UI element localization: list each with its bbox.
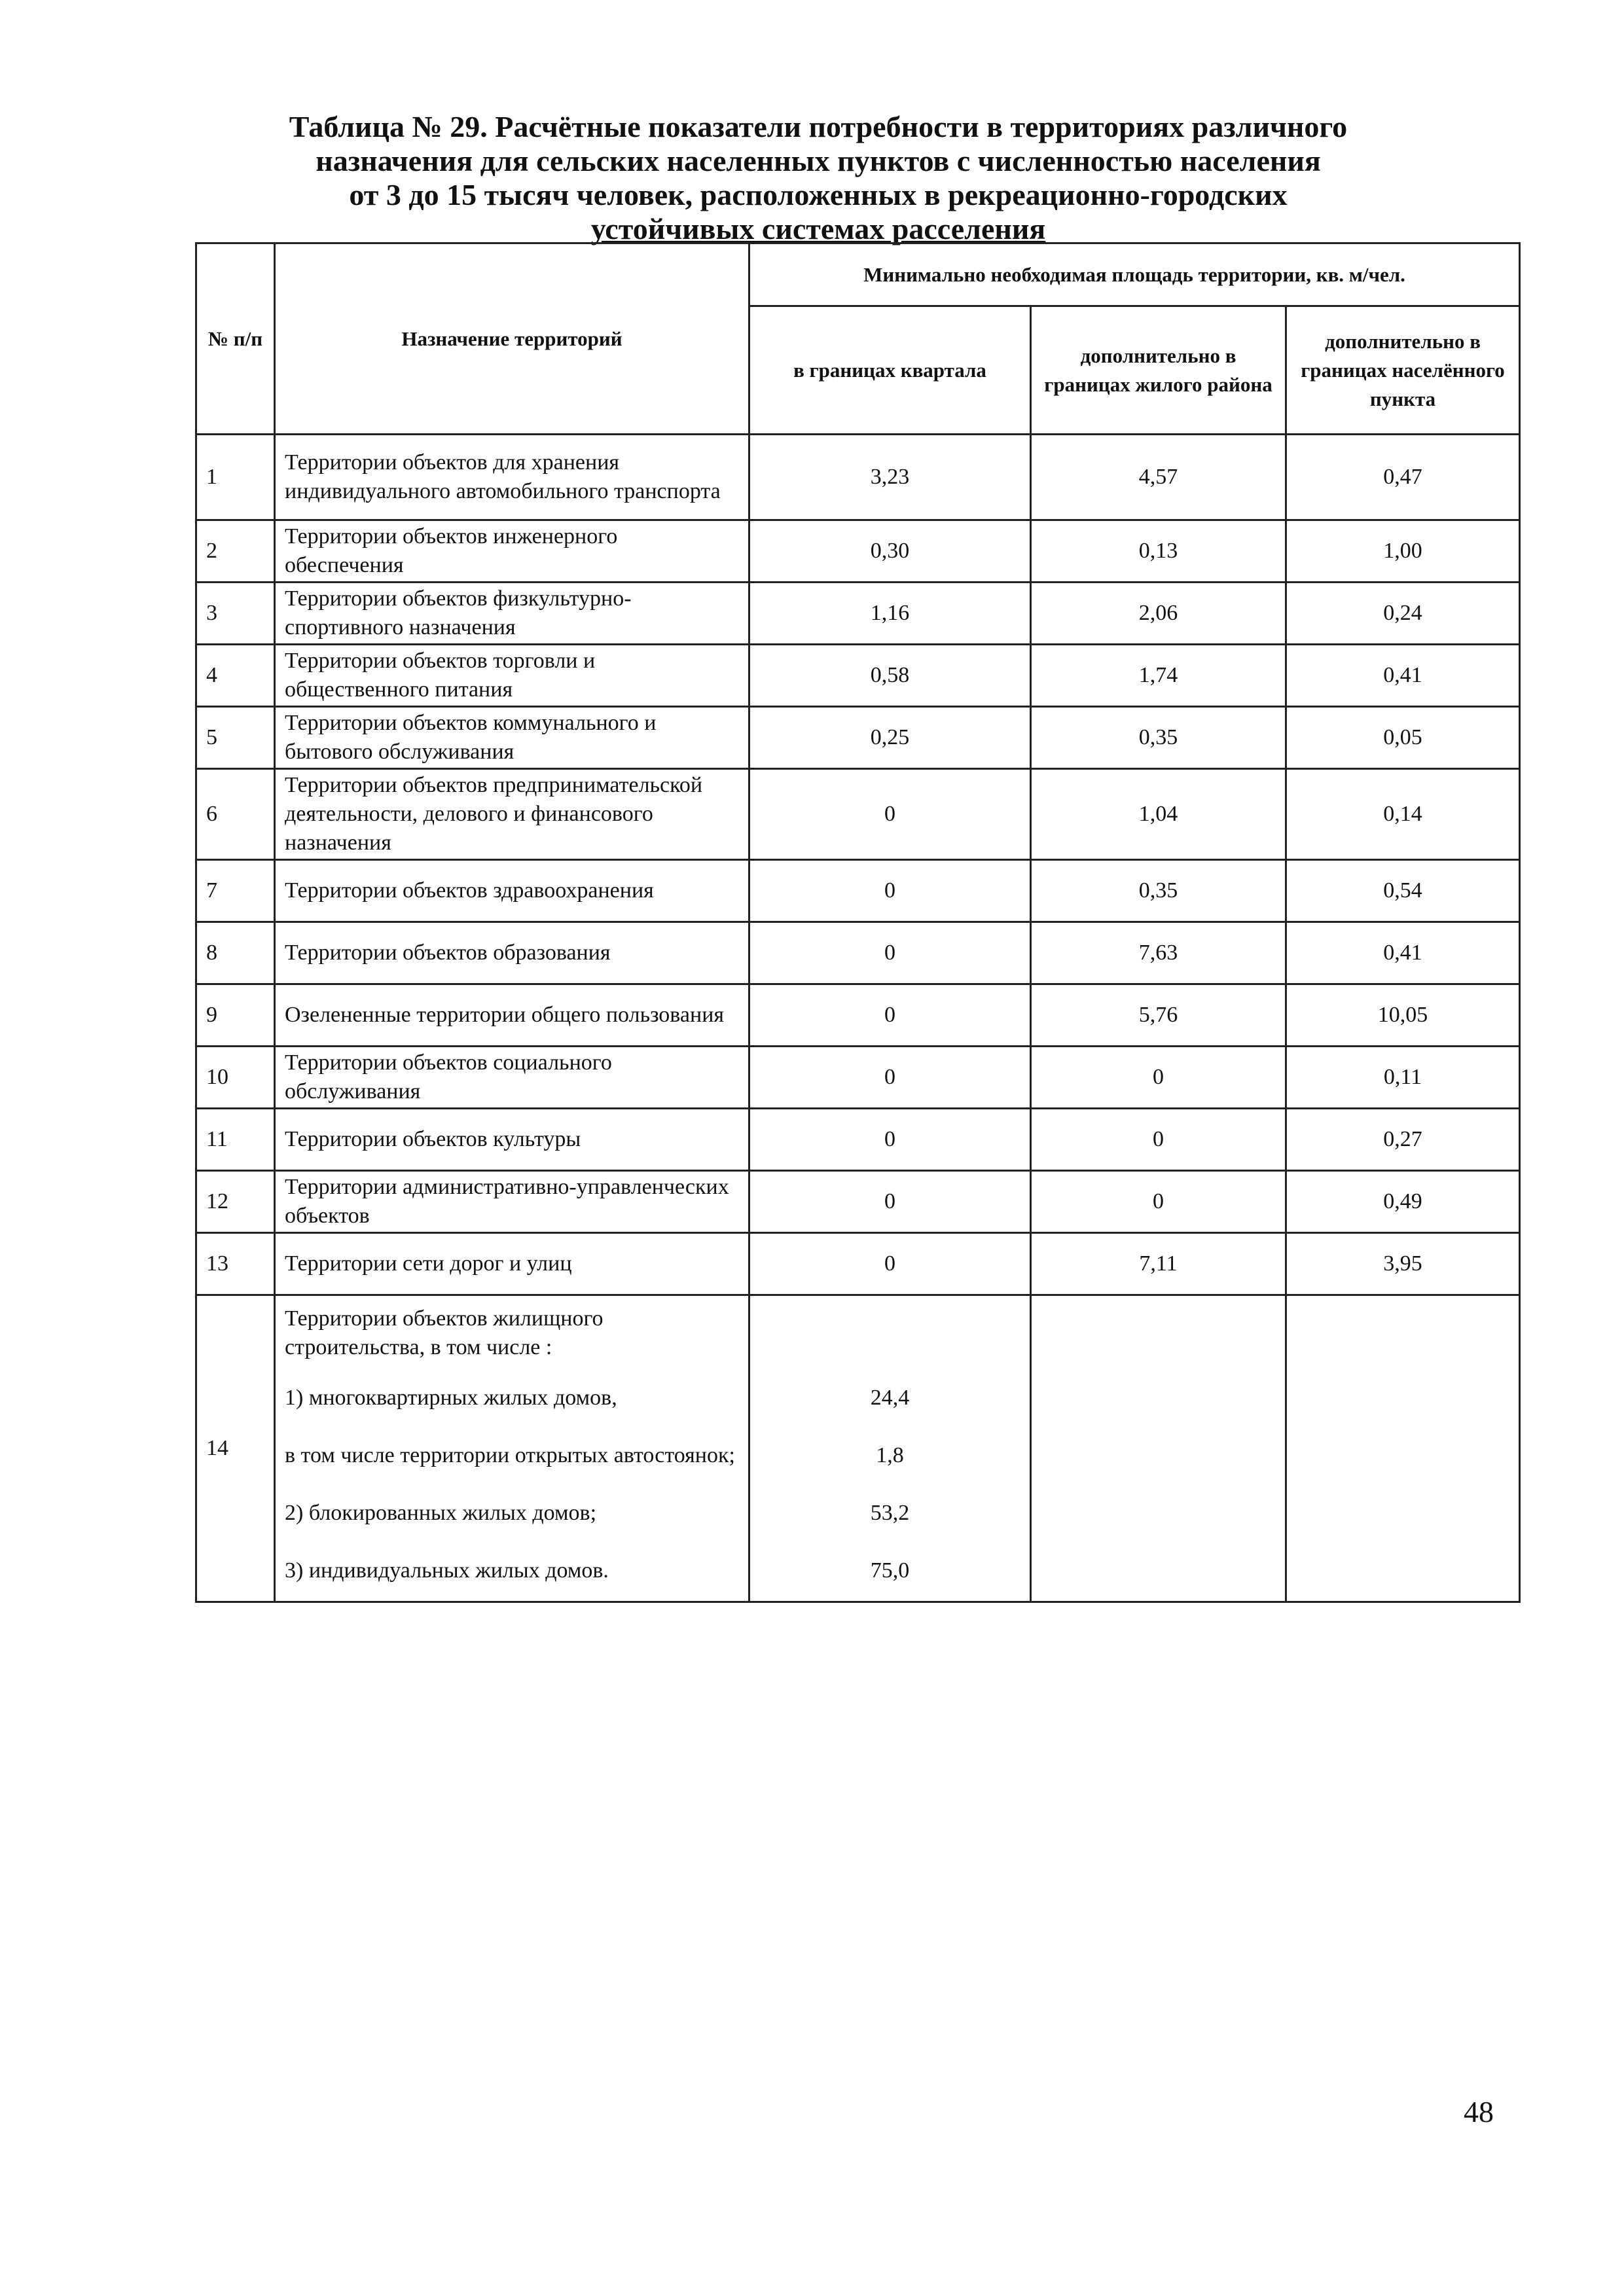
header-group: Минимально необходимая площадь территории, кв. м/чел. — [749, 243, 1520, 306]
row-number: 3 — [196, 583, 275, 645]
row-values-housing — [749, 1295, 1031, 1602]
row-value-district: 5,76 — [1031, 984, 1286, 1047]
page-number: 48 — [1464, 2095, 1494, 2128]
row-value-settlement: 1,00 — [1286, 520, 1520, 583]
row-value-quarter: 0 — [749, 984, 1031, 1047]
row-name: Территории сети дорог и улиц — [275, 1233, 749, 1295]
row-value-district: 4,57 — [1031, 435, 1286, 520]
row-name: Озелененные территории общего пользования — [275, 984, 749, 1047]
row-name: Территории административно-управленческих объектов — [275, 1171, 749, 1233]
housing-item-value: 75,0 — [870, 1558, 910, 1583]
header-col-district: дополнительно в границах жилого района — [1031, 306, 1286, 435]
table-row — [196, 860, 1520, 922]
table-row — [196, 1109, 1520, 1171]
row-value-district: 0,13 — [1031, 520, 1286, 583]
row-value-district: 0,35 — [1031, 860, 1286, 922]
row-number: 14 — [196, 1295, 275, 1602]
row-value-quarter: 0 — [749, 860, 1031, 922]
row-name-housing — [275, 1295, 749, 1602]
table-row — [196, 435, 1520, 520]
row-value-district: 0 — [1031, 1171, 1286, 1233]
row-number: 13 — [196, 1233, 275, 1295]
row-name: Территории объектов здравоохранения — [275, 860, 749, 922]
row-value-quarter: 0,58 — [749, 645, 1031, 707]
row-number: 12 — [196, 1171, 275, 1233]
row-name: Территории объектов коммунального и бытового обслуживания — [275, 707, 749, 769]
row-value-district: 7,11 — [1031, 1233, 1286, 1295]
table-row — [196, 583, 1520, 645]
row-value-quarter: 1,16 — [749, 583, 1031, 645]
table-row — [196, 769, 1520, 860]
row-number: 4 — [196, 645, 275, 707]
row-number: 10 — [196, 1047, 275, 1109]
row-name: Территории объектов культуры — [275, 1109, 749, 1171]
row-value-quarter: 3,23 — [749, 435, 1031, 520]
empty-cell — [1286, 1295, 1520, 1602]
row-value-settlement: 0,49 — [1286, 1171, 1520, 1233]
row-value-settlement: 3,95 — [1286, 1233, 1520, 1295]
table-row — [196, 1233, 1520, 1295]
row-value-quarter: 0 — [749, 1233, 1031, 1295]
row-number: 5 — [196, 707, 275, 769]
row-value-settlement: 0,41 — [1286, 645, 1520, 707]
table-row — [196, 520, 1520, 583]
row-value-settlement: 0,11 — [1286, 1047, 1520, 1109]
row-value-district: 0,35 — [1031, 707, 1286, 769]
title-line-1: Таблица № 29. Расчётные показатели потребности в территориях различного — [289, 110, 1348, 143]
row-number: 9 — [196, 984, 275, 1047]
territory-table — [195, 242, 1521, 1603]
row-number: 6 — [196, 769, 275, 860]
table-row-housing — [196, 1295, 1520, 1602]
row-value-quarter: 0 — [749, 1171, 1031, 1233]
row-value-district: 0 — [1031, 1109, 1286, 1171]
housing-item-label: 3) индивидуальных жилых домов. — [285, 1558, 609, 1583]
row-value-settlement: 0,24 — [1286, 583, 1520, 645]
row-value-settlement: 0,47 — [1286, 435, 1520, 520]
table-row — [196, 1047, 1520, 1109]
housing-heading: Территории объектов жилищного строительства, в том числе : — [285, 1306, 604, 1359]
row-number: 7 — [196, 860, 275, 922]
housing-item-label: 2) блокированных жилых домов; — [285, 1501, 597, 1525]
housing-item-value: 53,2 — [870, 1501, 910, 1525]
table-row — [196, 645, 1520, 707]
row-value-settlement: 0,14 — [1286, 769, 1520, 860]
title-line-3: от 3 до 15 тысяч человек, расположенных в рекреационно-городских — [349, 178, 1288, 211]
row-number: 2 — [196, 520, 275, 583]
row-value-quarter: 0 — [749, 922, 1031, 984]
row-name: Территории объектов социального обслуживания — [275, 1047, 749, 1109]
row-value-district: 0 — [1031, 1047, 1286, 1109]
row-value-settlement: 0,41 — [1286, 922, 1520, 984]
table-row — [196, 707, 1520, 769]
row-value-district: 2,06 — [1031, 583, 1286, 645]
row-name: Территории объектов образования — [275, 922, 749, 984]
row-value-district: 1,74 — [1031, 645, 1286, 707]
housing-item-label: 1) многоквартирных жилых домов, — [285, 1386, 617, 1410]
row-value-quarter: 0,30 — [749, 520, 1031, 583]
table-row — [196, 1171, 1520, 1233]
row-value-quarter: 0 — [749, 1047, 1031, 1109]
row-number: 11 — [196, 1109, 275, 1171]
row-number: 1 — [196, 435, 275, 520]
table-title — [196, 110, 1440, 246]
row-value-settlement: 0,54 — [1286, 860, 1520, 922]
row-name: Территории объектов предпринимательской деятельности, делового и финансового назначения — [275, 769, 749, 860]
title-line-4: устойчивых системах расселения — [590, 212, 1046, 245]
header-col-settlement: дополнительно в границах населённого пункта — [1286, 306, 1520, 435]
housing-item-value: 1,8 — [876, 1443, 904, 1467]
row-value-district: 1,04 — [1031, 769, 1286, 860]
table-row — [196, 984, 1520, 1047]
header-num: № п/п — [196, 243, 275, 435]
title-line-2: назначения для сельских населенных пунктов с численностью населения — [316, 144, 1321, 177]
row-name: Территории объектов физкультурно-спортивного назначения — [275, 583, 749, 645]
row-value-settlement: 10,05 — [1286, 984, 1520, 1047]
row-value-settlement: 0,05 — [1286, 707, 1520, 769]
table-row — [196, 922, 1520, 984]
row-value-district: 7,63 — [1031, 922, 1286, 984]
row-value-quarter: 0 — [749, 1109, 1031, 1171]
row-value-quarter: 0 — [749, 769, 1031, 860]
row-value-settlement: 0,27 — [1286, 1109, 1520, 1171]
housing-spacer — [759, 1297, 1020, 1369]
housing-item-value: 24,4 — [870, 1386, 910, 1410]
row-name: Территории объектов торговли и общественного питания — [275, 645, 749, 707]
row-value-quarter: 0,25 — [749, 707, 1031, 769]
empty-cell — [1031, 1295, 1286, 1602]
header-col-quarter: в границах квартала — [749, 306, 1031, 435]
header-purpose: Назначение территорий — [275, 243, 749, 435]
row-name: Территории объектов инженерного обеспечения — [275, 520, 749, 583]
housing-item-label: в том числе территории открытых автостоянок; — [285, 1443, 735, 1467]
row-name: Территории объектов для хранения индивидуального автомобильного транспорта — [275, 435, 749, 520]
row-number: 8 — [196, 922, 275, 984]
